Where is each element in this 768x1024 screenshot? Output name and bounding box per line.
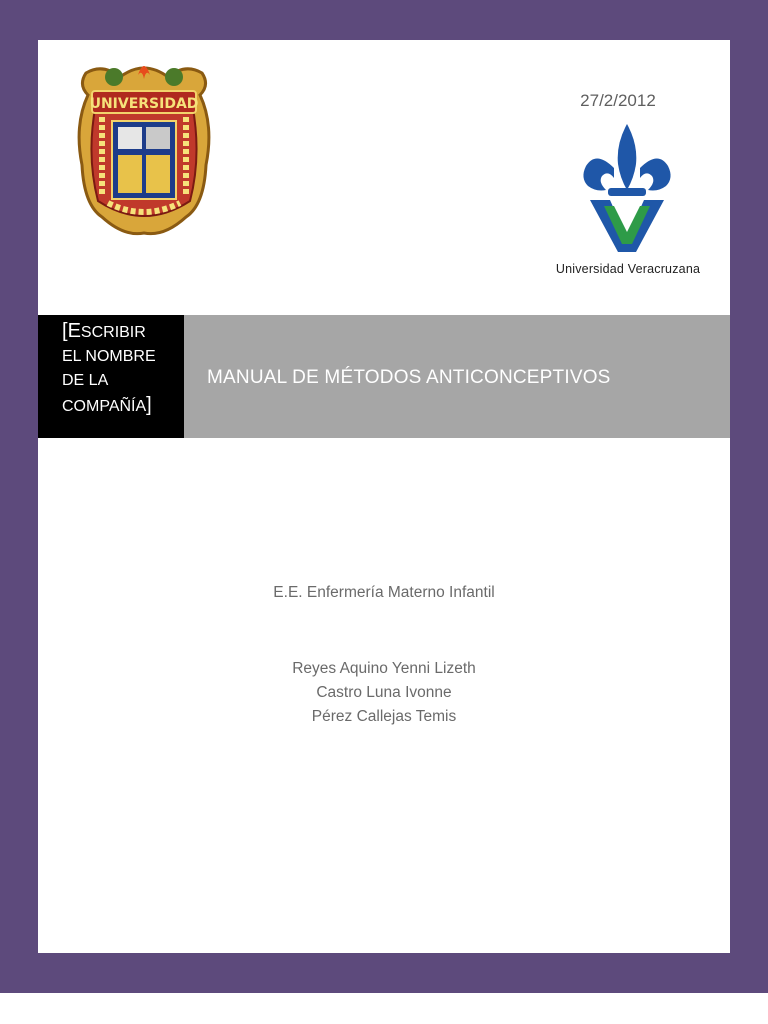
author-list xyxy=(38,657,730,729)
company-initial: E xyxy=(67,320,81,342)
university-seal-logo xyxy=(68,55,220,237)
author-name: Castro Luna Ivonne xyxy=(316,684,452,701)
company-bracket-open: [ xyxy=(62,320,68,342)
author-name: Reyes Aquino Yenni Lizeth xyxy=(292,660,476,677)
universidad-veracruzana-label: Universidad Veracruzana xyxy=(555,262,701,276)
title-band xyxy=(184,315,730,438)
author-name: Pérez Callejas Temis xyxy=(311,708,457,725)
course-name: E.E. Enfermería Materno Infantil xyxy=(273,584,495,601)
company-placeholder-line-1 xyxy=(62,319,184,345)
document-title[interactable]: MANUAL DE MÉTODOS ANTICONCEPTIVOS xyxy=(207,367,611,388)
company-name-placeholder[interactable] xyxy=(38,315,184,438)
seal-banner-text: UNIVERSIDAD xyxy=(89,96,199,112)
company-line-1: SCRIBIR xyxy=(80,324,146,341)
company-placeholder-line-4 xyxy=(62,393,184,419)
company-line-2: EL NOMBRE xyxy=(62,348,156,365)
document-date: 27/2/2012 xyxy=(580,91,656,110)
company-line-4: COMPAÑÍA xyxy=(62,398,147,415)
universidad-veracruzana-logo xyxy=(546,120,708,280)
cover-page xyxy=(38,40,730,953)
company-bracket-close: ] xyxy=(146,394,152,416)
company-line-3: DE LA xyxy=(62,372,109,389)
